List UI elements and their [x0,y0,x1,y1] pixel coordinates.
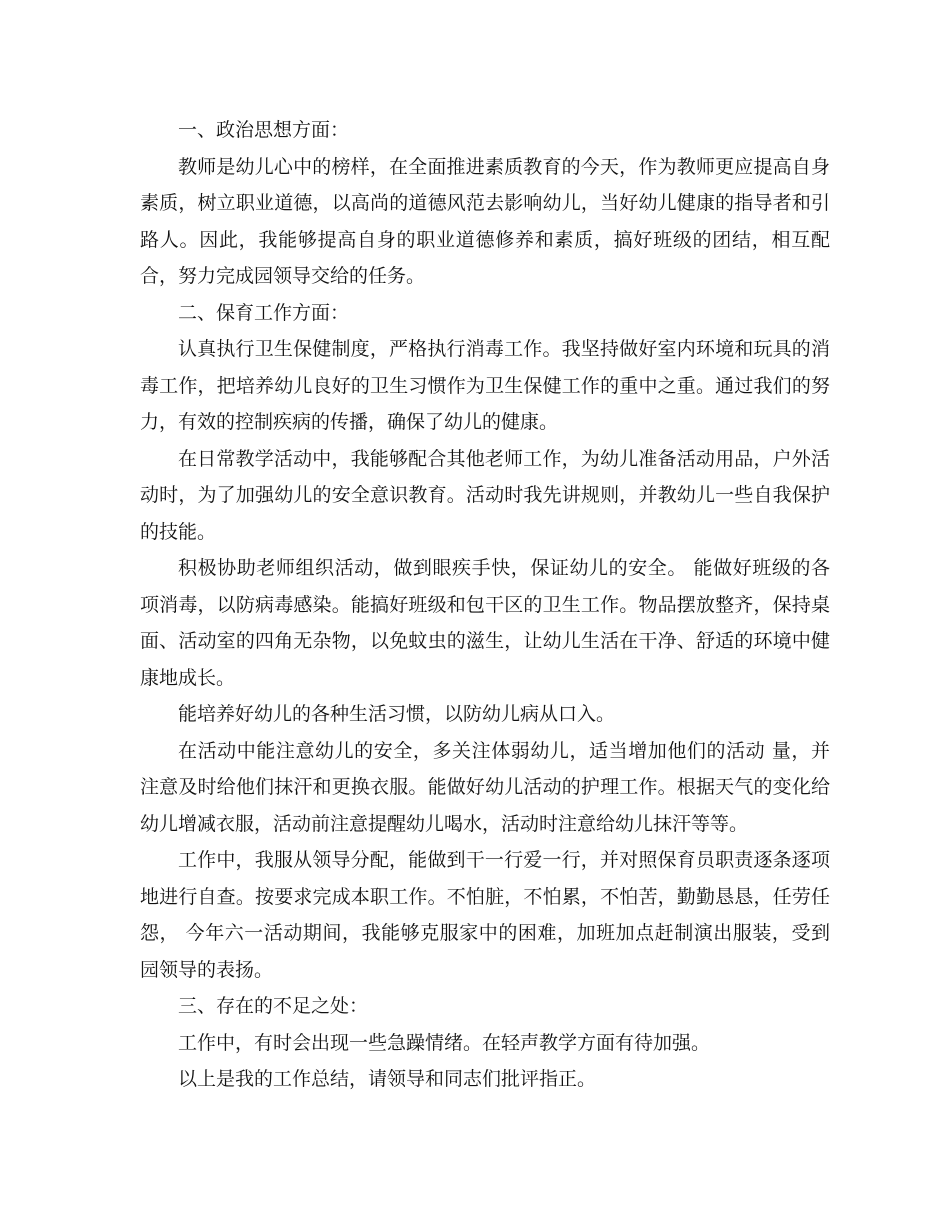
paragraph-living-habits: 能培养好幼儿的各种生活习惯，以防幼儿病从口入。 [178,703,616,725]
section-heading-childcare: 二、保育工作方面： [178,301,350,324]
paragraph-assist-teacher: 积极协助老师组织活动，做到眼疾手快，保证幼儿的安全。 能做好班级的各项消毒，以防病毒感染。能搞好班级和包干区的卫生工作。物品摆放整齐，保持桌面、活动室的四角无杂物，以免蚊虫的滋生，让幼儿生活在干净、舒适的环境中健康地成长。 [140,557,830,689]
document-body [140,112,830,1098]
paragraph-safety-care: 在活动中能注意幼儿的安全，多关注体弱幼儿，适当增加他们的活动 量，并注意及时给他们抹汗和更换衣服。能做好幼儿活动的护理工作。根据天气的变化给幼儿增减衣服，活动前注意提醒幼儿喝水，活动时注意给幼儿抹汗等等。 [140,739,830,835]
paragraph-closing: 以上是我的工作总结，请领导和同志们批评指正。 [178,1068,597,1090]
paragraph-work-attitude: 工作中，我服从领导分配，能做到干一行爱一行，并对照保育员职责逐条逐项地进行自查。按要求完成本职工作。不怕脏，不怕累，不怕苦，勤勤恳恳，任劳任怨， 今年六一活动期间，我能够克服家中的困难，加班加点赶制演出服装，受到园领导的表扬。 [140,849,830,981]
section-heading-shortcomings: 三、存在的不足之处： [178,995,369,1017]
paragraph-shortcomings: 工作中，有时会出现一些急躁情绪。在轻声教学方面有待加强。 [178,1031,711,1054]
paragraph-role-model: 教师是幼儿心中的榜样，在全面推进素质教育的今天，作为教师更应提高自身素质，树立职业道德，以高尚的道德风范去影响幼儿，当好幼儿健康的指导者和引路人。因此，我能够提高自身的职业道德修养和素质，搞好班级的团结，相互配合，努力完成园领导交给的任务。 [140,155,830,287]
paragraph-hygiene: 认真执行卫生保健制度，严格执行消毒工作。我坚持做好室内环境和玩具的消毒工作，把培养幼儿良好的卫生习惯作为卫生保健工作的重中之重。通过我们的努力，有效的控制疾病的传播，确保了幼儿的健康。 [140,338,830,433]
section-heading-political: 一、政治思想方面： [178,119,350,141]
paragraph-daily-activities: 在日常教学活动中，我能够配合其他老师工作，为幼儿准备活动用品，户外活动时，为了加强幼儿的安全意识教育。活动时我先讲规则，并教幼儿一些自我保护的技能。 [140,447,830,543]
